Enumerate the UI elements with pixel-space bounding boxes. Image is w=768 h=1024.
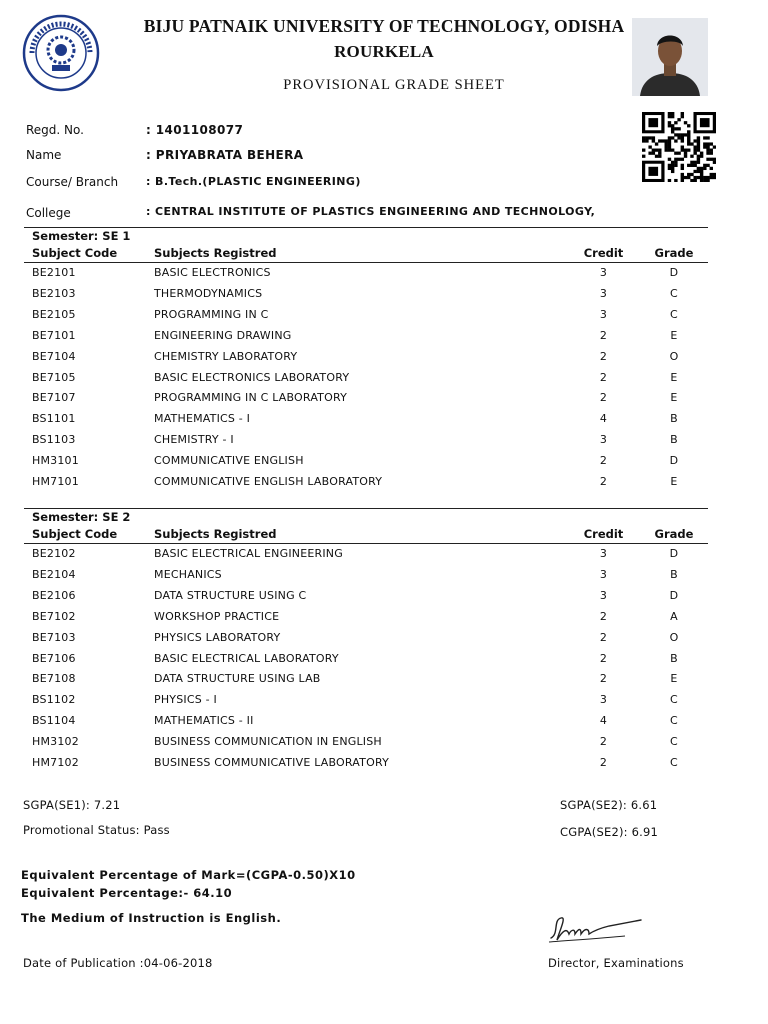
regd-label: Regd. No. <box>26 123 84 137</box>
subject-code-cell: BE2105 <box>32 307 76 321</box>
subject-code-cell: BE7102 <box>32 609 76 623</box>
subject-code-cell: BS1103 <box>32 433 76 447</box>
subject-name-cell: THERMODYNAMICS <box>154 286 263 300</box>
credit-cell: 2 <box>599 630 608 644</box>
credit-cell: 2 <box>599 328 608 342</box>
qr-code-icon <box>642 112 716 182</box>
credit-cell: 2 <box>599 454 608 468</box>
subject-name-cell: DATA STRUCTURE USING C <box>154 588 307 602</box>
credit-cell: 2 <box>599 475 608 488</box>
director-signature <box>545 910 645 946</box>
subject-name-cell: MATHEMATICS - I <box>154 412 251 426</box>
header-subject-code: Subject Code <box>32 527 118 541</box>
university-city: ROURKELA <box>334 42 434 61</box>
subject-name-cell: BASIC ELECTRONICS <box>154 266 271 279</box>
subject-code-cell: BE7105 <box>32 370 76 384</box>
grade-cell: E <box>670 672 678 686</box>
subject-code-cell: BS1104 <box>32 714 76 728</box>
sgpa-se2: SGPA(SE2): 6.61 <box>560 798 658 812</box>
credit-cell: 3 <box>599 266 608 279</box>
table-row <box>24 610 708 631</box>
credit-cell: 2 <box>599 756 608 769</box>
subject-name-cell: WORKSHOP PRACTICE <box>154 609 280 623</box>
grade-cell: C <box>670 307 678 321</box>
sheet-title: PROVISIONAL GRADE SHEET <box>283 77 505 93</box>
subject-name-cell: COMMUNICATIVE ENGLISH <box>154 454 304 468</box>
cgpa-se2: CGPA(SE2): 6.91 <box>560 825 658 839</box>
director-title: Director, Examinations <box>548 956 684 970</box>
grade-cell: E <box>670 391 678 405</box>
header-credit: Credit <box>583 246 624 260</box>
table-row <box>24 589 708 610</box>
subject-name-cell: CHEMISTRY - I <box>154 433 234 447</box>
table-row <box>24 693 708 714</box>
grade-cell: D <box>669 588 679 602</box>
subject-name-cell: BUSINESS COMMUNICATION IN ENGLISH <box>154 735 382 749</box>
credit-cell: 3 <box>599 588 608 602</box>
credit-cell: 2 <box>599 349 608 363</box>
grade-cell: O <box>669 349 679 363</box>
sgpa-se1: SGPA(SE1): 7.21 <box>23 798 121 812</box>
subject-code-cell: HM3102 <box>32 735 79 749</box>
table-row <box>24 568 708 589</box>
grade-cell: O <box>669 630 679 644</box>
subject-code-cell: BE7108 <box>32 672 76 686</box>
grade-cell: A <box>670 609 678 623</box>
grade-cell: D <box>669 547 679 560</box>
table-row <box>24 631 708 652</box>
regd-value: : 1401108077 <box>146 123 244 137</box>
subject-code-cell: BE7106 <box>32 651 76 665</box>
credit-cell: 3 <box>599 286 608 300</box>
subject-name-cell: BASIC ELECTRONICS LABORATORY <box>154 370 350 384</box>
college-label: College <box>26 206 71 220</box>
subject-code-cell: BE7104 <box>32 349 76 363</box>
subject-code-cell: BS1101 <box>32 412 76 426</box>
name-label: Name <box>26 148 62 162</box>
college-value: : CENTRAL INSTITUTE OF PLASTICS ENGINEERING AND TECHNOLOGY, <box>146 205 596 218</box>
subject-name-cell: PHYSICS - I <box>154 693 217 707</box>
subject-name-cell: PHYSICS LABORATORY <box>154 630 281 644</box>
signature-icon <box>545 910 645 946</box>
table-row <box>24 547 708 568</box>
subject-code-cell: BS1102 <box>32 693 76 707</box>
grade-cell: B <box>670 651 678 665</box>
subject-name-cell: PROGRAMMING IN C <box>154 307 269 321</box>
header-subject-code: Subject Code <box>32 246 118 260</box>
grade-cell: C <box>670 286 678 300</box>
credit-cell: 3 <box>599 567 608 581</box>
course-value: : B.Tech.(PLASTIC ENGINEERING) <box>146 175 361 188</box>
credit-cell: 3 <box>599 307 608 321</box>
table-row <box>24 266 708 287</box>
table-row <box>24 391 708 412</box>
percentage-formula: Equivalent Percentage of Mark=(CGPA-0.50)X10 <box>21 868 356 882</box>
subject-name-cell: PROGRAMMING IN C LABORATORY <box>154 391 348 405</box>
subject-name-cell: COMMUNICATIVE ENGLISH LABORATORY <box>154 475 383 488</box>
subject-code-cell: HM7101 <box>32 475 79 488</box>
table-row <box>24 433 708 454</box>
table-row <box>24 756 708 777</box>
table-row <box>24 735 708 756</box>
header-grade: Grade <box>654 246 694 260</box>
subject-name-cell: DATA STRUCTURE USING LAB <box>154 672 321 686</box>
subject-name-cell: BUSINESS COMMUNICATIVE LABORATORY <box>154 756 390 769</box>
equivalent-percentage: Equivalent Percentage:- 64.10 <box>21 886 233 900</box>
credit-cell: 2 <box>599 651 608 665</box>
subject-name-cell: MATHEMATICS - II <box>154 714 254 728</box>
header-credit: Credit <box>583 527 624 541</box>
table-row <box>24 672 708 693</box>
subject-name-cell: BASIC ELECTRICAL LABORATORY <box>154 651 339 665</box>
grade-cell: B <box>670 567 678 581</box>
credit-cell: 4 <box>599 412 608 426</box>
grade-cell: E <box>670 328 678 342</box>
subject-name-cell: MECHANICS <box>154 567 222 581</box>
header-subjects: Subjects Registred <box>154 527 277 541</box>
subject-code-cell: BE2104 <box>32 567 76 581</box>
qr-code <box>642 112 716 182</box>
grade-cell: B <box>670 433 678 447</box>
subject-code-cell: BE7107 <box>32 391 76 405</box>
grade-cell: C <box>670 714 678 728</box>
credit-cell: 2 <box>599 609 608 623</box>
table-row <box>24 287 708 308</box>
table-row <box>24 329 708 350</box>
course-label: Course/ Branch <box>26 175 119 189</box>
header-grade: Grade <box>654 527 694 541</box>
university-name: BIJU PATNAIK UNIVERSITY OF TECHNOLOGY, ODISHA <box>143 16 625 36</box>
table-row <box>24 714 708 735</box>
publication-date: Date of Publication :04-06-2018 <box>23 956 213 970</box>
credit-cell: 2 <box>599 672 608 686</box>
grade-cell: C <box>670 693 678 707</box>
grade-cell: D <box>669 454 679 468</box>
grade-cell: B <box>670 412 678 426</box>
table-row <box>24 454 708 475</box>
credit-cell: 2 <box>599 391 608 405</box>
name-value: : PRIYABRATA BEHERA <box>146 148 304 162</box>
subject-code-cell: BE2106 <box>32 588 76 602</box>
table-row <box>24 371 708 392</box>
subject-name-cell: ENGINEERING DRAWING <box>154 328 292 342</box>
grade-cell: C <box>670 735 678 749</box>
subject-code-cell: HM7102 <box>32 756 79 769</box>
semester-title: Semester: SE 1 <box>32 229 131 243</box>
table-row <box>24 652 708 673</box>
semester-title: Semester: SE 2 <box>32 510 131 524</box>
credit-cell: 3 <box>599 693 608 707</box>
promotional-status: Promotional Status: Pass <box>23 823 170 837</box>
grade-cell: C <box>670 756 678 769</box>
credit-cell: 3 <box>599 547 608 560</box>
subject-code-cell: BE2102 <box>32 547 76 560</box>
credit-cell: 3 <box>599 433 608 447</box>
credit-cell: 2 <box>599 735 608 749</box>
subject-code-cell: BE2101 <box>32 266 76 279</box>
subject-code-cell: BE7103 <box>32 630 76 644</box>
subject-name-cell: CHEMISTRY LABORATORY <box>154 349 298 363</box>
credit-cell: 4 <box>599 714 608 728</box>
credit-cell: 2 <box>599 370 608 384</box>
table-row <box>24 350 708 371</box>
table-row <box>24 412 708 433</box>
grade-cell: D <box>669 266 679 279</box>
medium-of-instruction: The Medium of Instruction is English. <box>21 911 282 925</box>
table-row <box>24 475 708 496</box>
grade-cell: E <box>670 475 678 488</box>
student-photo <box>632 18 708 96</box>
subject-code-cell: HM3101 <box>32 454 79 468</box>
subject-name-cell: BASIC ELECTRICAL ENGINEERING <box>154 547 343 560</box>
grade-cell: E <box>670 370 678 384</box>
subject-code-cell: BE7101 <box>32 328 76 342</box>
header-subjects: Subjects Registred <box>154 246 277 260</box>
table-row <box>24 308 708 329</box>
subject-code-cell: BE2103 <box>32 286 76 300</box>
